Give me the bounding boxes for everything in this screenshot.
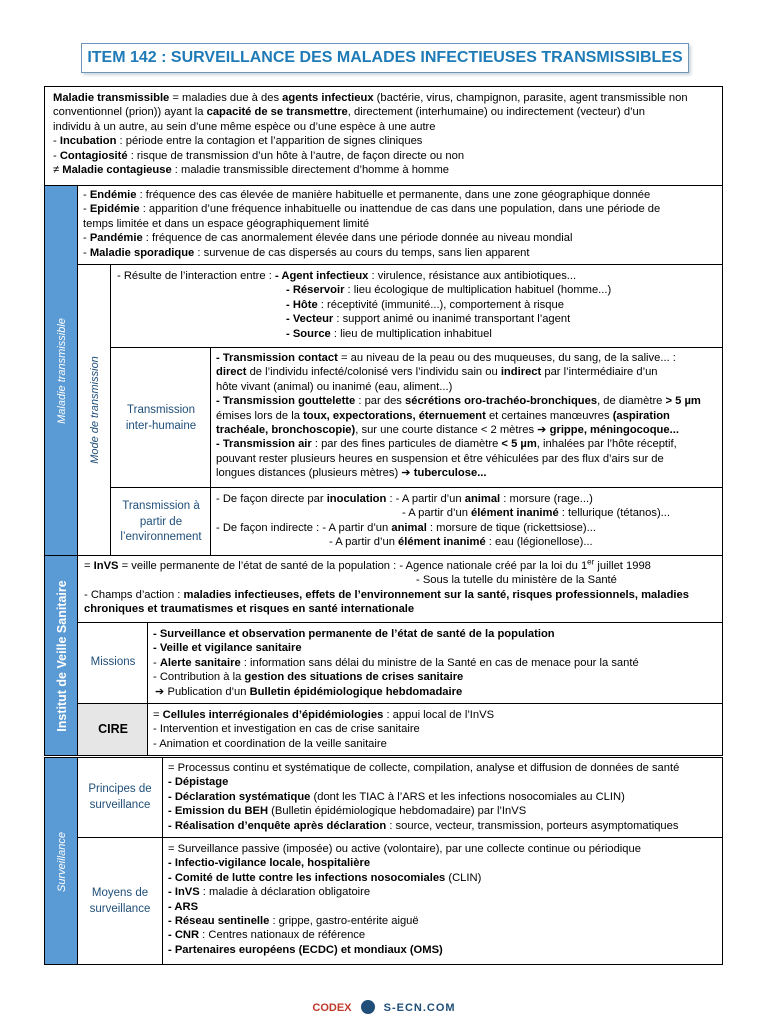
mode-transmission-label: Mode de transmission: [89, 356, 101, 464]
interhumaine-label: Transmission inter-humaine: [125, 404, 197, 432]
epidemio-box: - Endémie : fréquence des cas élevée de manière habituelle et permanente, dans une zone géographique donnée - Epidémie : apparition d’une fréquence inhabituelle ou inattendue de cas dans une population, dans une période de temps limitée et dans un espace géographiquement limité - Pandémie : fréquence de cas anormalement élevée dans une période donnée au niveau mondial - Maladie sporadique : survenue de cas dispersés au cours du temps, sans lien apparent: [77, 185, 723, 265]
logo-s-icon: [361, 1000, 375, 1014]
section-invs-label: Institut de Veille Sanitaire: [55, 580, 69, 732]
section-surveillance-label: Surveillance: [56, 832, 68, 892]
section-surveillance-bar: [44, 757, 78, 965]
moyens-label: Moyens de surveillance: [89, 887, 151, 915]
footer-logo: [0, 1000, 768, 1020]
section-invs-bar: [44, 555, 78, 756]
section-maladie-bar: [44, 185, 78, 556]
cire-label-cell: [77, 703, 148, 756]
footer-secn: S-ECN.COM: [383, 1002, 456, 1014]
interhumaine-box: - Transmission contact = au niveau de la peau ou des muqueuses, du sang, de la salive... : direct de l’individu infecté/colonisé vers l’individu sain ou indirect par l’intermédiaire d’un hôte vivant (animal) ou inanimé (eau, aliment...) - Transmission gouttelette : par des sécrétions oro-trachéo-bronchiques, de diamètre > 5 µm émises lors de la toux, expectorations, éternuement et certaines manœuvres (aspiration trachéale, bronchoscopie), sur une courte distance < 2 mètres ➔ grippe, méningocoque... - Transmission air : par des fines particules de diamètre < 5 µm, inhalées par l’hôte réceptif, pouvant rester plusieurs heures en suspension et être véhiculées par des flux d’airs sur de longues distances (plusieurs mètres) ➔ tuberculose...: [210, 347, 723, 488]
environnement-box: - De façon directe par inoculation : - A partir d’un animal : morsure (rage...) - A partir d’un élément inanimé : tellurique (tétanos)... - De façon indirecte : - A partir d’un animal : morsure de tique (rickettsiose)... - A partir d’un élément inanimé : eau (légionellose)...: [210, 487, 723, 556]
invs-box: = InVS = veille permanente de l’état de santé de la population : - Agence nationale créé par la loi du 1er juillet 1998 - Sous la tutelle du ministère de la Santé - Champs d’action : maladies infectieuses, effets de l’environnement sur la santé, risques professionnels, maladies chroniques et traumatismes et risques en santé internationale: [77, 555, 723, 623]
moyens-label-cell: [77, 837, 163, 965]
definitions-box: Maladie transmissible = maladies due à des agents infectieux (bactérie, virus, champignon, parasite, agent transmissible non conventionnel (prion)) ayant la capacité de se transmettre, directement (interhumaine) ou indirectement (vecteur) d’un individu à un autre, au sein d’une même espèce ou d’une espèce à une autre - Incubation : période entre la contagion et l’apparition de signes cliniques - Contagiosité : risque de transmission d’un hôte à l’autre, de façon directe ou non ≠ Maladie contagieuse : maladie transmissible directement d’homme à homme: [44, 86, 723, 186]
principes-box: = Processus continu et systématique de collecte, compilation, analyse et diffusion de données de santé - Dépistage - Déclaration systématique (dont les TIAC à l’ARS et les infections nosocomiales au CLIN) - Emission du BEH (Bulletin épidémiologique hebdomadaire) par l’InVS - Réalisation d’enquête après déclaration : source, vecteur, transmission, porteurs asymptomatiques: [162, 757, 723, 838]
missions-box: - Surveillance et observation permanente de l’état de santé de la population - Veille et vigilance sanitaire - Alerte sanitaire : information sans délai du ministre de la Santé en cas de menace pour la santé - Contribution à la gestion des situations de crises sanitaire ➔ Publication d’un Bulletin épidémiologique hebdomadaire: [147, 622, 723, 704]
interaction-box: - Résulte de l’interaction entre : - Agent infectieux : virulence, résistance aux antibiotiques... - Réservoir : lieu écologique de multiplication habituel (homme...) - Hôte : réceptivité (immunité...), comportement à risque - Vecteur : support animé ou inanimé transportant l’agent - Source : lieu de multiplication inhabituel: [110, 264, 723, 348]
interhumaine-label-cell: [110, 347, 211, 488]
footer-codex: CODEX: [312, 1002, 352, 1014]
environnement-label-cell: [110, 487, 211, 556]
principes-label-cell: [77, 757, 163, 838]
cire-box: = Cellules interrégionales d’épidémiologies : appui local de l’InVS - Intervention et investigation en cas de crise sanitaire - Animation et coordination de la veille sanitaire: [147, 703, 723, 756]
principes-label: Principes de surveillance: [88, 783, 152, 811]
environnement-label: Transmission à partir de l’environnement: [120, 500, 202, 543]
page-title: ITEM 142 : SURVEILLANCE DES MALADES INFECTIEUSES TRANSMISSIBLES: [81, 43, 689, 73]
cire-label: CIRE: [98, 722, 128, 736]
moyens-box: = Surveillance passive (imposée) ou active (volontaire), par une collecte continue ou périodique - Infectio-vigilance locale, hospitalière - Comité de lutte contre les infections nosocomiales (CLIN) - InVS : maladie à déclaration obligatoire - ARS - Réseau sentinelle : grippe, gastro-entérite aiguë - CNR : Centres nationaux de référence - Partenaires européens (ECDC) et mondiaux (OMS): [162, 837, 723, 965]
missions-label-cell: [77, 622, 148, 704]
missions-label: Missions: [90, 656, 136, 668]
mode-transmission-bar: [77, 264, 111, 556]
section-maladie-label: Maladie transmissible: [56, 318, 68, 424]
